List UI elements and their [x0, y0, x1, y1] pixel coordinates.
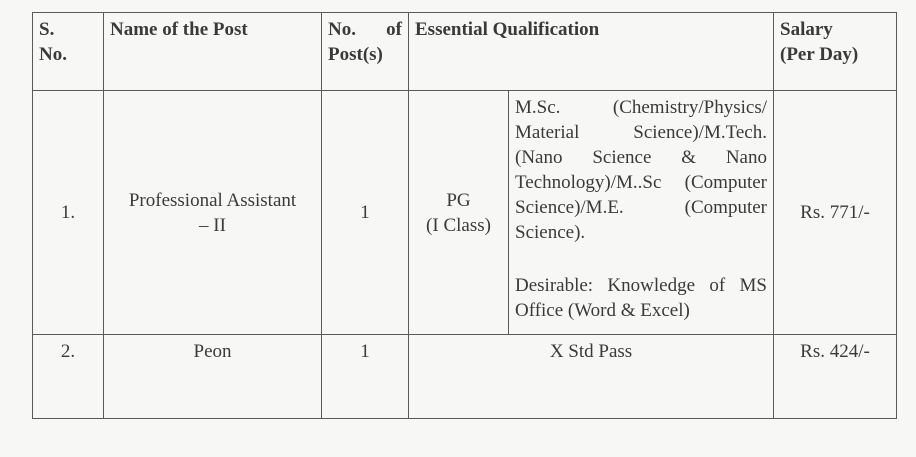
cell-qual-level	[409, 91, 509, 335]
header-sno-line2: No.	[39, 44, 67, 65]
cell-qual-detail	[509, 91, 774, 335]
cell-post-name	[104, 91, 322, 335]
desirable-text: Desirable: Knowledge of MS Office (Word & Excel)	[515, 275, 767, 321]
cell-num-posts: 1	[322, 335, 409, 419]
cell-qual-level-line1: PG	[446, 189, 471, 211]
header-sno-line1: S.	[39, 19, 55, 40]
header-num-posts-line2: Post(s)	[328, 44, 383, 65]
cell-sno: 1.	[33, 91, 104, 335]
cell-post-name-line1: Professional Assistant	[128, 189, 297, 211]
table-row	[33, 335, 897, 419]
cell-salary: Rs. 771/-	[774, 91, 897, 335]
header-salary-line2: (Per Day)	[780, 44, 859, 65]
recruitment-table	[32, 12, 897, 419]
cell-qualification: X Std Pass	[409, 335, 774, 419]
cell-post-name: Peon	[104, 335, 322, 419]
cell-post-name-line2: – II	[199, 214, 226, 236]
cell-sno: 2.	[33, 335, 104, 419]
cell-salary: Rs. 424/-	[774, 335, 897, 419]
cell-num-posts: 1	[322, 91, 409, 335]
qualification-detail-text: M.Sc. (Chemistry/Physics/ Material Science)/M.Tech. (Nano Science & Nano Technology)/M..Sc (Computer Science)/M.E. (Computer Science).	[515, 97, 767, 243]
table-row	[33, 91, 897, 335]
header-sno	[33, 13, 104, 91]
cell-qual-level-line2: (I Class)	[426, 214, 491, 236]
header-salary-line1: Salary	[780, 19, 833, 40]
header-num-posts	[322, 13, 409, 91]
header-num-posts-line1: No. of	[328, 19, 402, 40]
header-salary	[774, 13, 897, 91]
header-qualification: Essential Qualification	[409, 13, 774, 91]
table-header-row	[33, 13, 897, 91]
header-post-name: Name of the Post	[104, 13, 322, 91]
